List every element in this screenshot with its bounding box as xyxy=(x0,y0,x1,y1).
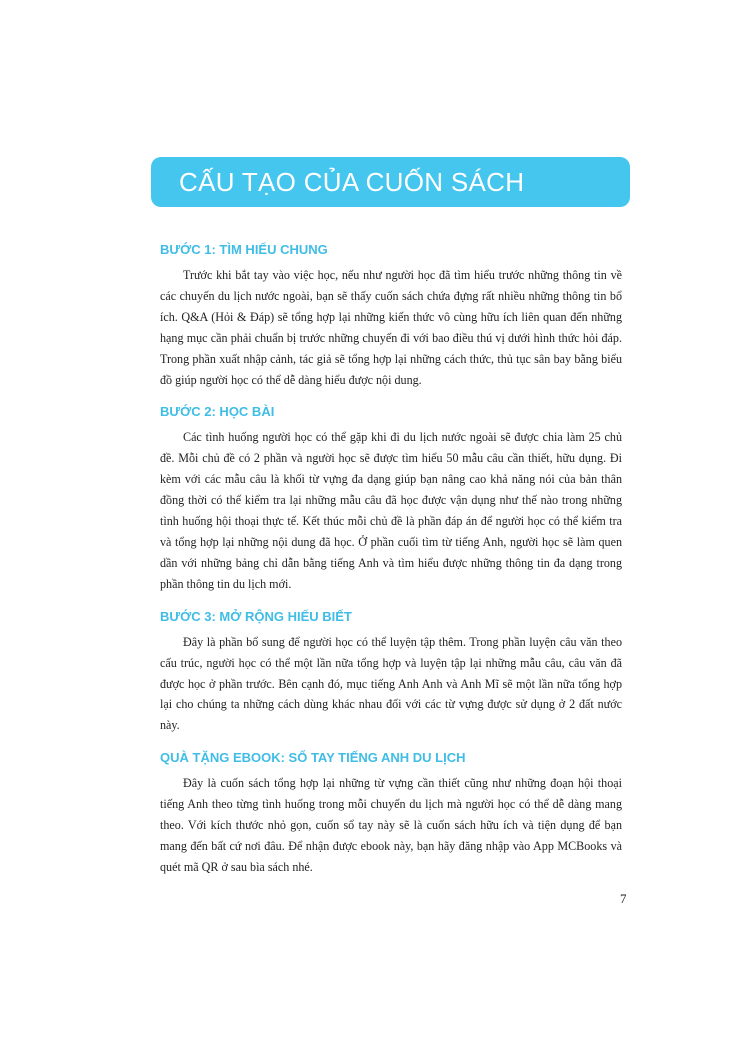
title-banner xyxy=(151,157,630,207)
section-step-2 xyxy=(160,404,622,594)
section-body: Trước khi bắt tay vào việc học, nếu như người học đã tìm hiểu trước những thông tin về các chuyến du lịch nước ngoài, bạn sẽ thấy cuốn sách chứa đựng rất nhiều những thông tin bổ ích. Q&A (Hỏi & Đáp) sẽ tổng hợp lại những kiến thức vô cùng hữu ích liên quan đến những hạng mục cần phải chuẩn bị trước những chuyến đi với bao điều thú vị dưới hình thức hỏi đáp. Trong phần xuất nhập cảnh, tác giả sẽ tổng hợp lại những cách thức, thủ tục sân bay bằng biểu đồ giúp người học có thể dễ dàng hiểu được nội dung. xyxy=(160,268,622,387)
section-body: Các tình huống người học có thể gặp khi đi du lịch nước ngoài sẽ được chia làm 25 chủ đề. Mỗi chủ đề có 2 phần và người học sẽ được tìm hiểu 50 mẫu câu cần thiết, hữu dụng. Đi kèm với các mẫu câu là khối từ vựng đa dạng giúp bạn nâng cao khả năng nói của bản thân đồng thời có thể kiểm tra lại những mẫu câu đã học được vận dụng như thế nào trong những tình huống hội thoại thực tế. Kết thúc mỗi chủ đề là phần đáp án để người học có thể kiểm tra và tổng hợp lại những nội dung đã học. Ở phần cuối tìm từ tiếng Anh, người học sẽ làm quen dần với những bảng chỉ dẫn bằng tiếng Anh và tìm hiểu được những thông tin đa dạng trong phần thông tin du lịch mới. xyxy=(160,430,622,591)
section-ebook-gift xyxy=(160,750,622,878)
section-body: Đây là phần bổ sung để người học có thể luyện tập thêm. Trong phần luyện câu văn theo cấu trúc, người học có thể một lần nữa tổng hợp và luyện tập lại những mẫu câu, câu văn đã được học ở phần trước. Bên cạnh đó, mục tiếng Anh Anh và Anh Mĩ sẽ một lần nữa tổng hợp lại cho chúng ta những cách dùng khác nhau đối với các từ vựng được sử dụng ở 2 đất nước này. xyxy=(160,634,622,733)
page-content xyxy=(160,242,622,878)
section-body: Đây là cuốn sách tổng hợp lại những từ vựng cần thiết cũng như những đoạn hội thoại tiếng Anh theo từng tình huống trong mỗi chuyến du lịch mà người học có thể dễ dàng mang theo. Với kích thước nhỏ gọn, cuốn sổ tay này sẽ là cuốn sách hữu ích và tiện dụng để bạn mang đến bất cứ nơi đâu. Để nhận được ebook này, bạn hãy đăng nhập vào App MCBooks và quét mã QR ở sau bìa sách nhé. xyxy=(160,776,622,874)
section-heading: BƯỚC 3: MỞ RỘNG HIỂU BIẾT xyxy=(160,608,352,624)
page-title: CẤU TẠO CỦA CUỐN SÁCH xyxy=(179,166,525,197)
page-number: 7 xyxy=(620,891,627,906)
section-heading: QUÀ TẶNG EBOOK: SỔ TAY TIẾNG ANH DU LỊCH xyxy=(160,750,466,766)
section-step-1 xyxy=(160,242,622,390)
section-step-3 xyxy=(160,609,622,737)
section-heading: BƯỚC 2: HỌC BÀI xyxy=(160,404,275,420)
section-heading: BƯỚC 1: TÌM HIỂU CHUNG xyxy=(160,242,328,257)
